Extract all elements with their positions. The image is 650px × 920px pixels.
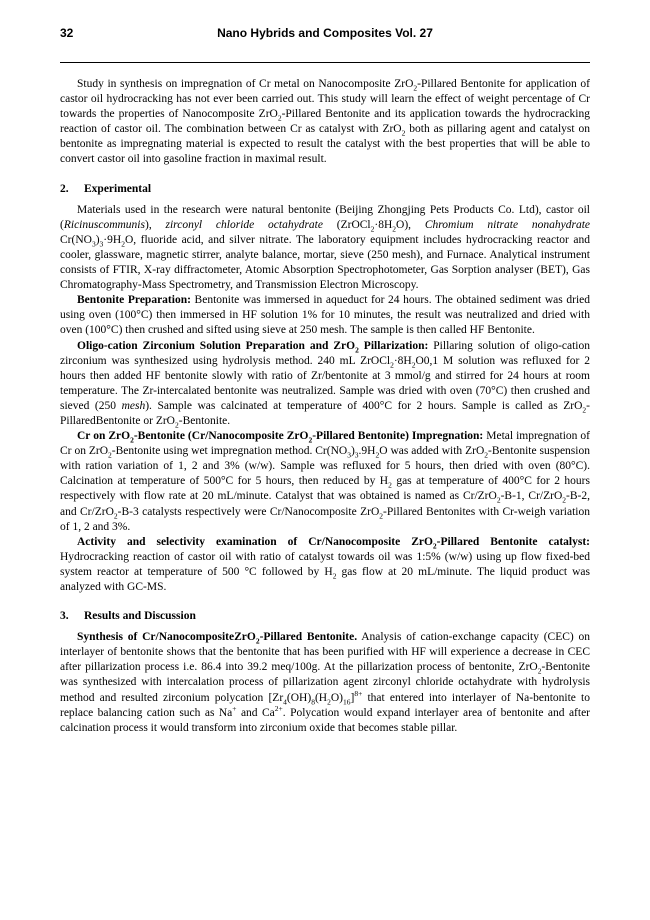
running-header xyxy=(60,26,590,44)
activity-selectivity-paragraph: Activity and selectivity examination of Cr/Nanocomposite ZrO$_2$-Pillared Bentonite catalyst: Hydrocracking reaction of castor oil with ratio of catalyst towards oil was 1:5% (w/w) using up flow fixed-bed system reactor at temperature of 500 °C followed by $H_2$ gas flow at 20 mL/minute. The liquid product was analyzed with GC-MS. xyxy=(60,535,591,593)
bentonite-preparation-paragraph: Bentonite Preparation: Bentonite was immersed in aqueduct for 24 hours. The obtained sediment was dried using oven (100°C) then immersed in HF solution 1% for 10 minutes, the result was neutralized and dried with oven (100°C) then crushed and sifted using sieve at 250 mesh. The sample is then called HF Bentonite. xyxy=(60,294,590,337)
intro-paragraph: Study in synthesis on impregnation of Cr metal on Nanocomposite ZrO$_2$-Pillared Bentonite for application of castor oil hydrocracking has not ever been carried out. This study will learn the effect of weight percentage of Cr towards the properties of Nanocomposite ZrO$_2$-Pillared Bentonite and its application towards the hydrocracking reaction of castor oil. The combination between Cr as catalyst with ZrO$_2$ both as pillaring agent and catalyst on bentonite as impregnating material is expected to result the catalyst with the best properties that will be able to convert castor oil into gasoline fraction in maximal result. xyxy=(60,78,590,166)
materials-paragraph: Materials used in the research were natural bentonite (Beijing Zhongjing Pets Products Co. Ltd), castor oil (Ricinuscommunis), zirconyl chloride octahydrate $(ZrOCl_2\cdot 8H_2O)$, Chromium nitrate nonahydrate $Cr(NO_3)_3\cdot 9H_2O$, fluoride acid, and silver nitrate. The laboratory equipment includes hydrocracking reactor and cooler, glassware, magnetic stirrer, analyte balance, mortar, sieve (250 mesh), and Furnace. Analytical instrument consists of FTIR, X-ray diffractometer, Atomic Absorption Spectrophotometer, Gas Sorption analyser (BET), Gas Chromatography-Mass Spectrometry, and Transmission Electron Microscopy. xyxy=(60,203,590,292)
page-number: 32 xyxy=(60,26,74,40)
synthesis-paragraph: Synthesis of Cr/NanocompositeZrO$_2$-Pillared Bentonite. Analysis of cation-exchange capacity (CEC) on interlayer of bentonite shows that the bentonite that has been purified with HF will experience a decrease in CEC after pillarization process i.e. 86.4 into 39.2 meq/100g. At the pillarization process of bentonite, ZrO$_2$-Bentonite was synthesized with intercalation process of pillarization agent zirconyl chloride octahydrate with hydrolysis method and resulted zirconium polycation $[Zr_4(OH)_8(H_2O)_{16}]^{8+}$ that entered into interlayer of Na-bentonite to replace balancing cation such as Na+ and $Ca^{2+}$. Polycation would expand interlayer area of bentonite and after calcination process it would transform into zirconium oxide that becomes stable pillar. xyxy=(60,631,591,734)
header-rule xyxy=(60,62,590,63)
section-heading-results: 3. Results and Discussion xyxy=(60,610,196,623)
journal-title: Nano Hybrids and Composites Vol. 27 xyxy=(217,26,433,40)
oligo-cation-paragraph: Oligo-cation Zirconium Solution Preparation and ZrO$_2$ Pillarization: Pillaring solution of oligo-cation zirconium was synthesized using hydrolysis method. 240 mL $ZrOCl_2\cdot 8H_2O0,1$ M solution was refluxed for 2 hours then added HF bentonite slowly with ratio of Zr/bentonite at 3 mmol/g and stirred for 24 hours at room temperature. The Zr-intercalated bentonite was neutralized. Sample was dried with oven (70°C) then crushed and sieved (250 mesh). Sample was calcinated at temperature of 400°C for 2 hours. Sample is called as ZrO$_2$-PillaredBentonite or ZrO$_2$-Bentonite. xyxy=(60,339,590,430)
body-text xyxy=(60,77,590,736)
cr-impregnation-paragraph: Cr on ZrO$_2$-Bentonite (Cr/Nanocomposite ZrO$_2$-Pillared Bentonite) Impregnation: Metal impregnation of Cr on ZrO$_2$-Bentonite using wet impregnation method. $Cr(NO_3)_3.9H_2O$ was added with ZrO$_2$-Bentonite suspension with ration variation of 1, 2 and 3% (w/w). Sample was refluxed for 5 hours, then dried with oven (80°C). Calcination at temperature of 500°C for 5 hours, then reduced by $H_2$ gas at temperature of 400°C for 2 hours respectively with flow rate at 20 mL/minute. Catalyst that was obtained is named as Cr/ZrO$_2$-B-1, Cr/ZrO$_2$-B-2, and Cr/ZrO$_2$-B-3 catalysts respectively were Cr/Nanocomposite ZrO$_2$-Pillared Bentonites with Cr-weigh variation of 1, 2 and 3%. xyxy=(60,430,590,533)
section-heading-experimental: 2. Experimental xyxy=(60,182,152,195)
